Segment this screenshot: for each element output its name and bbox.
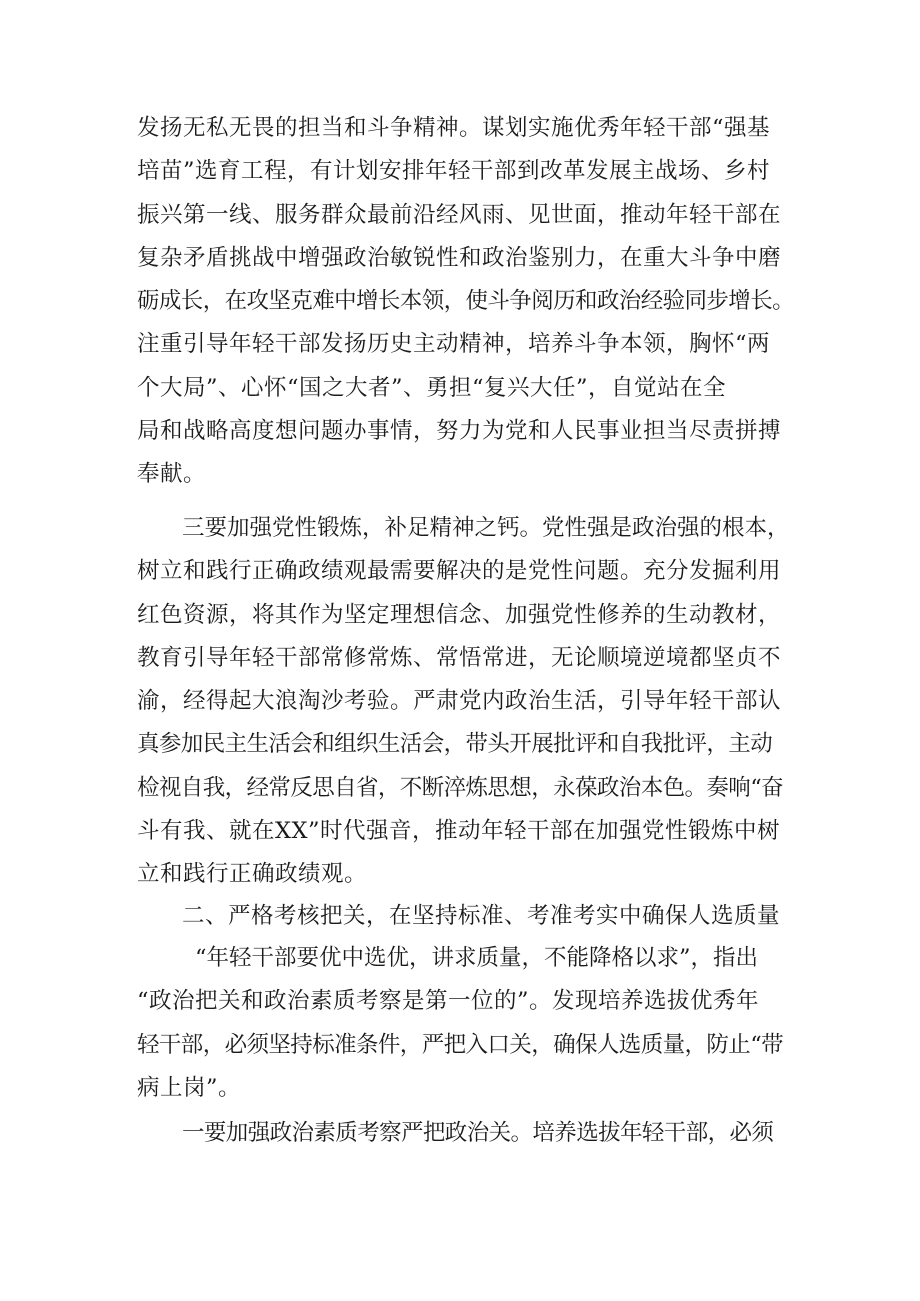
paragraph-line: 奉献。: [137, 461, 207, 488]
paragraph-line: 检视自我，经常反思自省，不断淬炼思想，永葆政治本色。奏响“奋: [137, 774, 784, 801]
heading-line: 二、严格考核把关，在坚持标准、考准考实中确保人选质量: [182, 903, 781, 929]
paragraph-2: [137, 507, 797, 897]
paragraph-line: 一要加强政治素质考察严把政治关。培养选拔年轻干部，必须: [182, 1120, 774, 1146]
paragraph-line: 复杂矛盾挑战中增强政治敏锐性和政治鉴别力，在重大斗争中磨: [137, 244, 782, 271]
paragraph-line: 砺成长，在攻坚克难中增长本领，使斗争阅历和政治经验同步增长。: [137, 288, 795, 315]
paragraph-5: [137, 1112, 797, 1155]
paragraph-line: 树立和践行正确政绩观最需要解决的是党性问题。充分发掘利用: [137, 558, 782, 585]
paragraph-line: 注重引导年轻干部发扬历史主动精神，培养斗争本领，胸怀“两: [137, 331, 771, 358]
paragraph-line: 振兴第一线、服务群众最前沿经风雨、见世面，推动年轻干部在: [137, 201, 782, 228]
paragraph-line: 教育引导年轻干部常修常炼、常悟常进，无论顺境逆境都坚贞不: [137, 644, 782, 671]
paragraph-line: 真参加民主生活会和组织生活会，带头开展批评和自我批评，主动: [137, 731, 773, 758]
paragraph-1: [137, 107, 797, 497]
paragraph-line: 局和战略高度想问题办事情，努力为党和人民事业担当尽责拼搏: [137, 418, 782, 445]
paragraph-line: “年轻干部要优中选优，讲求质量，不能降格以求”，指出: [195, 945, 759, 971]
paragraph-line: 斗有我、就在XX”时代强音，推动年轻干部在加强党性锻炼中树: [137, 818, 781, 845]
paragraph-line: “政治把关和政治素质考察是第一位的”。发现培养选拔优秀年: [137, 988, 760, 1015]
paragraph-line: 渝，经得起大浪淘沙考验。严肃党内政治生活，引导年轻干部认: [137, 688, 782, 715]
paragraph-line: 个大局”、心怀“国之大者”、勇担“复兴大任”，自觉站在全: [137, 374, 727, 401]
section-heading: [137, 895, 797, 938]
paragraph-4: [137, 937, 797, 1110]
paragraph-line: 三要加强党性锻炼，补足精神之钙。党性强是政治强的根本，: [182, 515, 790, 541]
paragraph-line: 红色资源，将其作为坚定理想信念、加强党性修养的生动教材，: [137, 601, 782, 628]
paragraph-line: 病上岗”。: [137, 1074, 242, 1101]
paragraph-line: 轻干部，必须坚持标准条件，严把入口关，确保人选质量，防止“带: [137, 1031, 784, 1058]
paragraph-line: 培苗”选育工程，有计划安排年轻干部到改革发展主战场、乡村: [137, 158, 771, 185]
paragraph-line: 发扬无私无畏的担当和斗争精神。谋划实施优秀年轻干部“强基: [137, 115, 771, 141]
paragraph-line: 立和践行正确政绩观。: [137, 861, 368, 888]
